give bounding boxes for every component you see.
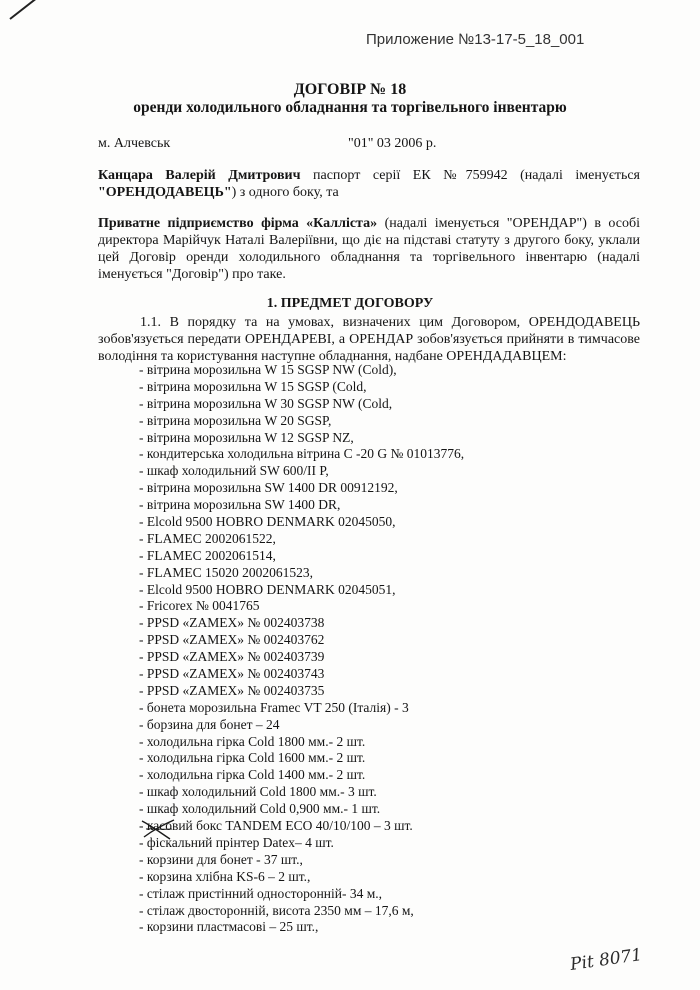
list-item: - FLAMEC 15020 2002061523, (139, 564, 314, 580)
list-item: - стілаж двосторонній, висота 2350 мм – 17,6 м, (139, 902, 414, 918)
list-item: - бонета морозильна Framec VT 250 (Італія) - 3 (139, 699, 409, 715)
list-item: - Elcold 9500 HOBRO DENMARK 02045050, (139, 514, 396, 530)
list-item: - FLAMEC 2002061514, (139, 547, 276, 563)
list-item: - Fricorex № 0041765 (139, 598, 260, 614)
list-item: - холодильна гірка Cold 1600 мм.- 2 шт. (139, 750, 366, 766)
lessee-name: Приватне підприємство фірма «Каллiста» (98, 216, 378, 231)
list-item: - шкаф холодильний Cold 0,900 мм.- 1 шт. (139, 801, 381, 817)
lessor-text-2: ) з одного боку, та (231, 185, 339, 200)
list-item: - холодильна гірка Cold 1400 мм.- 2 шт. (139, 767, 366, 783)
list-item: - PPSD «ZAMEX» № 002403762 (139, 632, 325, 648)
list-item: - касовий бокс TANDEM ECO 40/10/100 – 3 шт. (139, 818, 413, 834)
list-item: - корзини пластмасові – 25 шт., (139, 919, 319, 935)
list-item: - PPSD «ZAMEX» № 002403743 (139, 666, 325, 682)
list-item: - вітрина морозильна W 30 SGSP NW (Cold, (139, 395, 393, 411)
list-item: - шкаф холодильний SW 600/II P, (139, 463, 329, 479)
clause-1-1: 1.1. В порядку та на умовах, визначених цим Договором, ОРЕНДОДАВЕЦЬ зобов'язується передати ОРЕНДАРЕВІ, а ОРЕНДАР зобов'язується прийняти в тимчасове володіння та користування наступне обладнання, надбане ОРЕНДАДАВЦЕМ: (98, 315, 640, 364)
list-item: - шкаф холодильний Cold 1800 мм.- 3 шт. (139, 784, 377, 800)
list-item: - PPSD «ZAMEX» № 002403735 (139, 682, 325, 698)
list-item: - вітрина морозильна W 20 SGSP, (139, 412, 332, 428)
contract-date: "01" 03 2006 р. (348, 136, 437, 151)
handwritten-signature: Pit 8071 (568, 945, 644, 975)
list-item: - вітрина морозильна SW 1400 DR 00912192, (139, 480, 398, 496)
list-item: - корзини для бонет - 37 шт., (139, 851, 303, 867)
list-item: - Elcold 9500 HOBRO DENMARK 02045051, (139, 581, 396, 597)
party-lessor-paragraph (98, 167, 640, 201)
list-item: - борзина для бонет – 24 (139, 716, 280, 732)
list-item: - вітрина морозильна W 12 SGSP NZ, (139, 429, 354, 445)
list-item: - холодильна гірка Cold 1800 мм.- 2 шт. (139, 733, 366, 749)
contract-title: ДОГОВІР № 18 (293, 81, 407, 98)
list-item: - PPSD «ZAMEX» № 002403739 (139, 649, 325, 665)
equipment-list (139, 362, 464, 936)
lessor-name: Канцара Валерій Дмитрович (98, 168, 301, 183)
lessee-text: (надалі іменується "ОРЕНДАР") в особі директора Марійчук Наталі Валеріївни, що діє на підставі статуту з другого боку, уклали цей Договір оренди холодильного обладнання та торгівельного інвентарю (надалі іменується "Договір") про таке. (98, 216, 640, 282)
list-item: - PPSD «ZAMEX» № 002403738 (139, 615, 325, 631)
list-item: - кондитерська холодильна вітрина С -20 G № 01013776, (139, 446, 465, 462)
section-1-heading: 1. ПРЕДМЕТ ДОГОВОРУ (266, 296, 434, 311)
appendix-label: Приложение №13-17-5_18_001 (366, 31, 585, 48)
pen-mark (9, 0, 40, 20)
list-item: - FLAMEC 2002061522, (139, 530, 276, 546)
list-item: - вітрина морозильна SW 1400 DR, (139, 497, 341, 513)
list-item: - корзина хлібна KS-6 – 2 шт., (139, 868, 311, 884)
contract-subtitle: оренди холодильного обладнання та торгівельного інвентарю (133, 99, 567, 116)
list-item: - вітрина морозильна W 15 SGSP (Cold, (139, 378, 367, 394)
lessor-text-1: паспорт серії ЕК №759942 (надалі іменується (300, 168, 640, 183)
list-item: - вітрина морозильна W 15 SGSP NW (Cold), (139, 362, 397, 377)
list-item: - фіскальний прінтер Datex– 4 шт. (139, 834, 334, 850)
contract-place: м. Алчевськ (98, 136, 171, 151)
list-item: - стілаж пристінний односторонній- 34 м., (139, 885, 383, 901)
party-lessee-paragraph (98, 215, 640, 283)
pen-scribble (140, 817, 180, 843)
lessor-role: "ОРЕНДОДАВЕЦЬ" (98, 185, 232, 200)
